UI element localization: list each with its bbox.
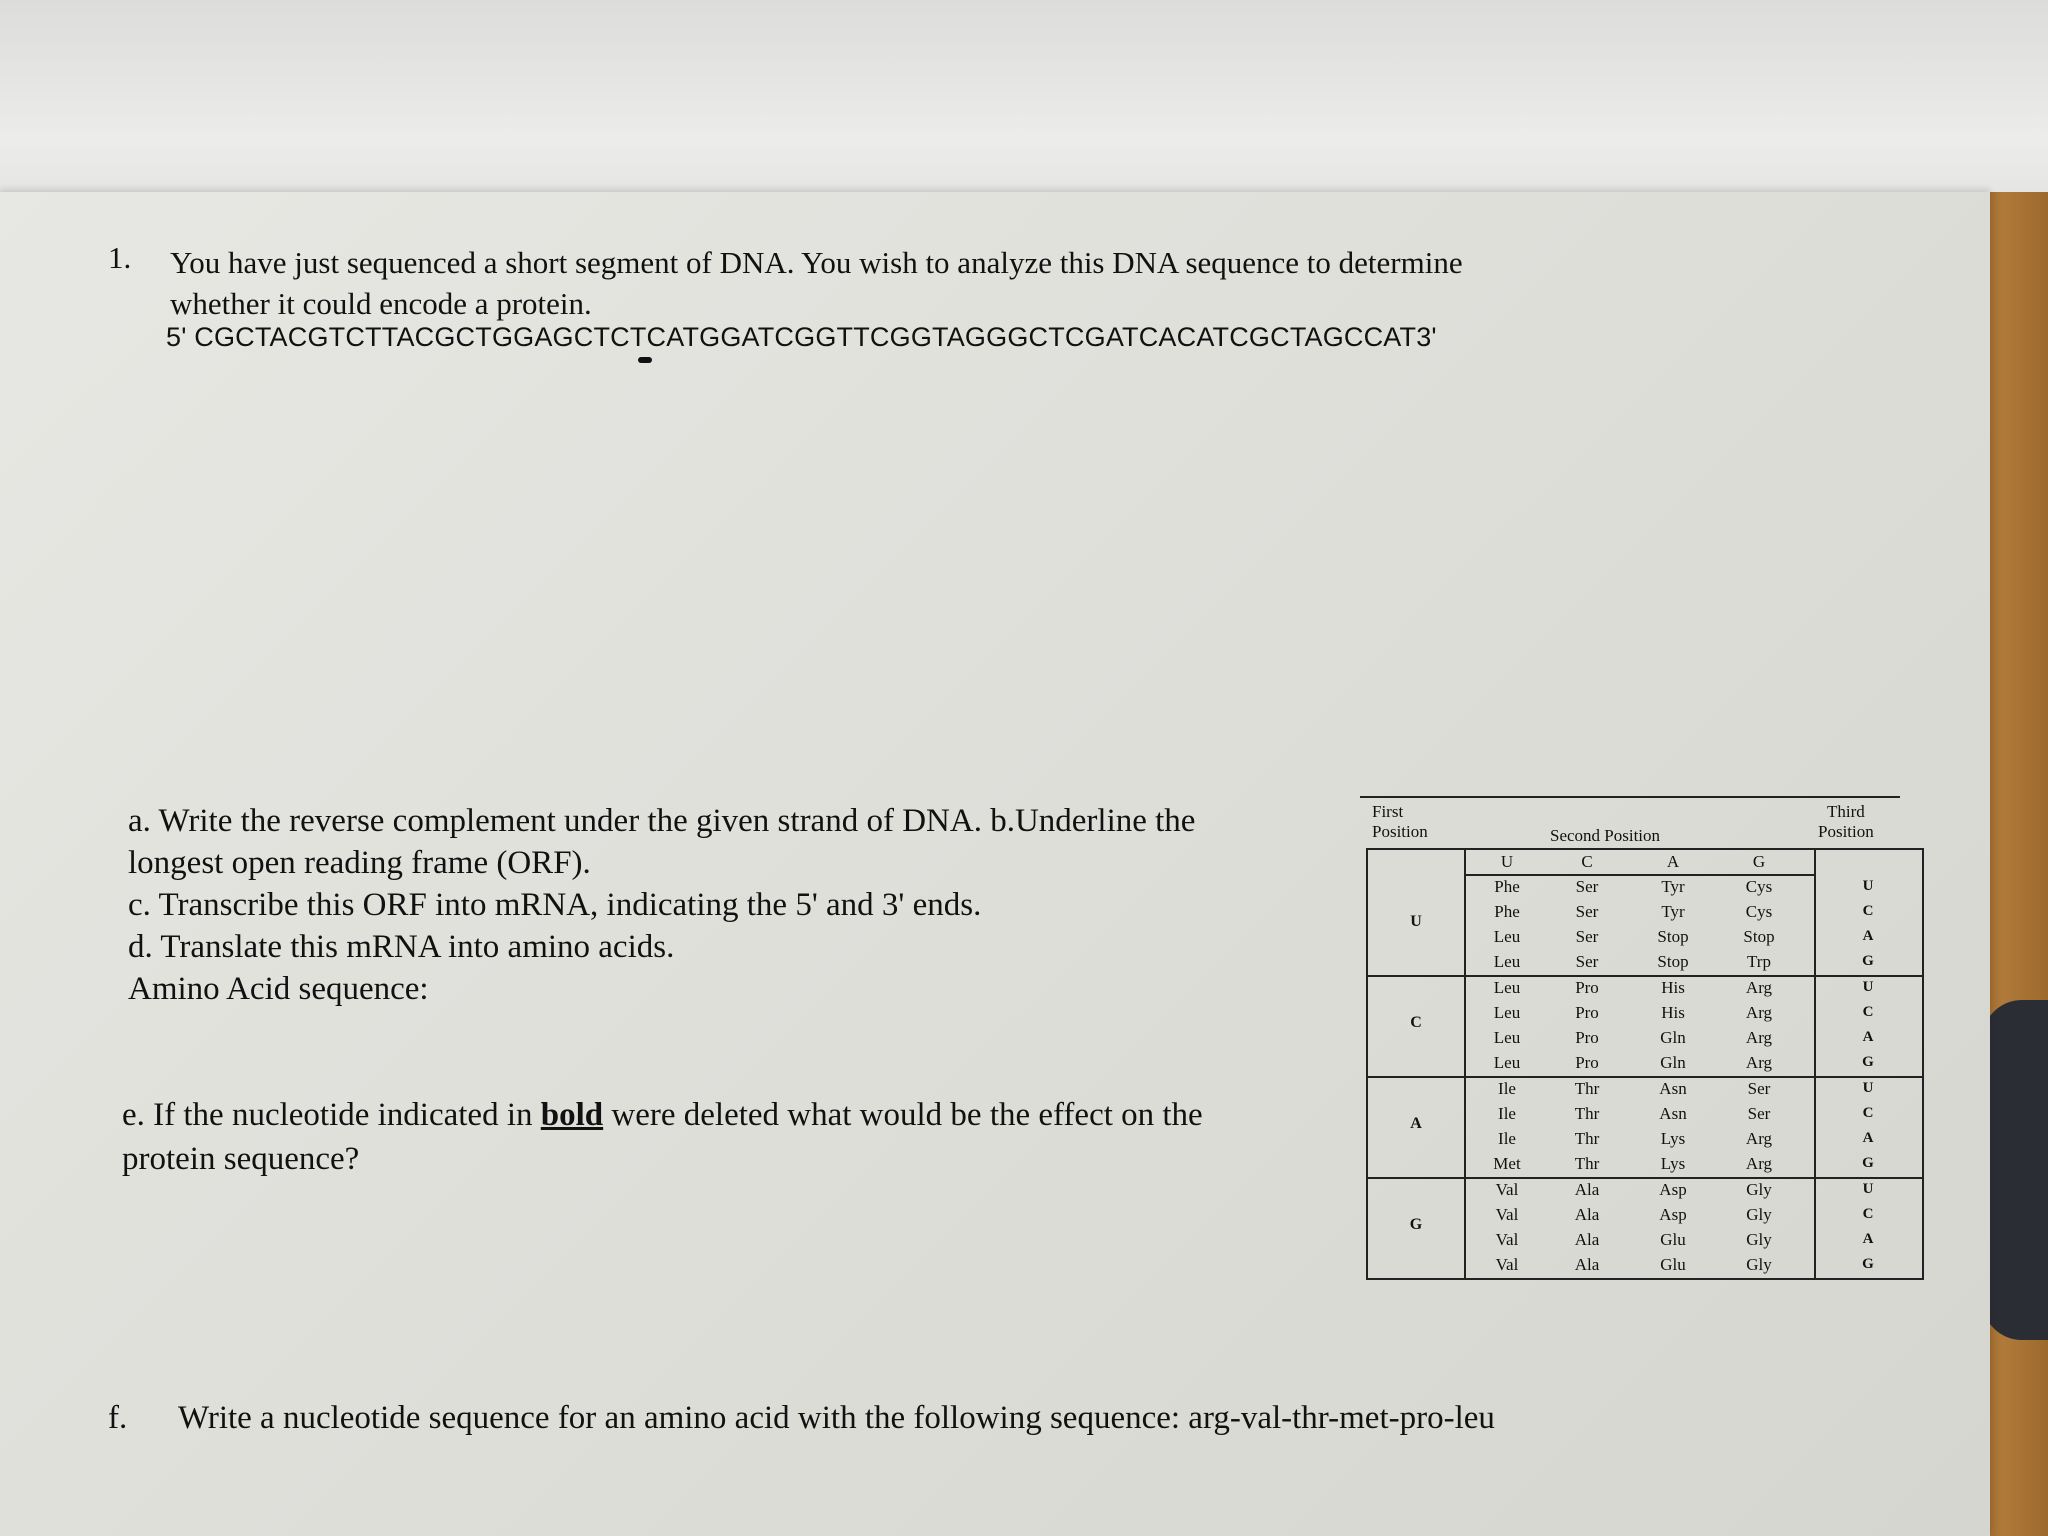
third-position-G: G [1862, 1155, 1874, 1171]
amino-acid-cell: Ala [1574, 1230, 1600, 1249]
amino-acid-cell: Gln [1660, 1028, 1686, 1047]
amino-acid-cell: Phe [1494, 902, 1520, 921]
third-position-C: C [1862, 903, 1874, 919]
second-position-header-C: C [1581, 852, 1593, 871]
codon-block-U [1368, 874, 1922, 975]
dna-sequence-text: 5' CGCTACGTCTTACGCTGGAGCTCTCATGGATCGGTTCGGTAGGGCTCGATCACATCGCTAGCCAT3' [166, 322, 1437, 352]
third-position-G: G [1862, 1256, 1874, 1272]
amino-acid-cell: Gln [1660, 1053, 1686, 1072]
amino-acid-cell: Ile [1498, 1129, 1516, 1148]
part-a-b-line2: longest open reading frame (ORF). [128, 845, 591, 881]
amino-acid-cell: Leu [1493, 927, 1521, 946]
question-intro-line2: whether it could encode a protein. [170, 286, 592, 321]
first-position-G: G [1409, 1215, 1423, 1233]
amino-acid-cell: Arg [1745, 1028, 1773, 1047]
amino-acid-cell: Pro [1575, 1028, 1599, 1047]
third-position-A: A [1862, 1130, 1874, 1146]
amino-acid-cell: Lys [1660, 1154, 1686, 1173]
first-position-label [1372, 802, 1428, 842]
amino-acid-cell: Tyr [1661, 877, 1685, 896]
third-position-G: G [1862, 1054, 1874, 1070]
amino-acid-cell: Leu [1493, 978, 1521, 997]
amino-acid-cell: His [1661, 978, 1685, 997]
amino-acid-cell: Leu [1493, 952, 1521, 971]
codon-table [1360, 796, 1930, 1286]
part-c: c. Transcribe this ORF into mRNA, indicating the 5' and 3' ends. [128, 887, 982, 923]
amino-acid-cell: Val [1495, 1255, 1519, 1274]
third-position-A: A [1862, 1231, 1874, 1247]
second-position-label: Second Position [1550, 826, 1661, 845]
third-position-A: A [1862, 1029, 1874, 1045]
part-a-b-line1: a. Write the reverse complement under the given strand of DNA. b.Underline the [128, 803, 1196, 839]
third-position-U: U [1862, 979, 1874, 995]
amino-acid-cell: Tyr [1661, 902, 1685, 921]
amino-acid-cell: Ser [1575, 927, 1599, 946]
amino-acid-cell: Ser [1747, 1079, 1771, 1098]
question-intro-line1: You have just sequenced a short segment of DNA. You wish to analyze this DNA sequence to determine [170, 245, 1463, 280]
amino-acid-label: Amino Acid sequence: [128, 971, 429, 1007]
amino-acid-cell: Pro [1575, 1053, 1599, 1072]
binder-object [1982, 1000, 2048, 1340]
amino-acid-cell: Glu [1660, 1255, 1686, 1274]
amino-acid-cell: His [1661, 1003, 1685, 1022]
amino-acid-cell: Thr [1574, 1129, 1600, 1148]
amino-acid-cell: Met [1493, 1154, 1521, 1173]
amino-acid-cell: Cys [1745, 877, 1773, 896]
part-e-text-after: were deleted what would be the effect on the [603, 1097, 1203, 1133]
amino-acid-cell: Stop [1657, 927, 1689, 946]
amino-acid-cell: Arg [1745, 1154, 1773, 1173]
second-position-header-A: A [1666, 852, 1680, 871]
amino-acid-cell: Pro [1575, 978, 1599, 997]
third-position-C: C [1862, 1206, 1874, 1222]
codon-table-top-rule [1360, 796, 1900, 798]
amino-acid-cell: Asp [1659, 1180, 1687, 1199]
third-position-U: U [1862, 1181, 1874, 1197]
amino-acid-cell: Ser [1575, 877, 1599, 896]
amino-acid-cell: Ala [1574, 1255, 1600, 1274]
amino-acid-cell: Asn [1659, 1079, 1687, 1098]
amino-acid-cell: Arg [1745, 1129, 1773, 1148]
amino-acid-cell: Trp [1747, 952, 1771, 971]
first-position-label-line2: Position [1372, 822, 1428, 841]
amino-acid-cell: Arg [1745, 978, 1773, 997]
part-e-line2: protein sequence? [122, 1141, 360, 1177]
part-e-line1 [122, 1093, 1362, 1137]
background-sheet [0, 0, 2048, 200]
amino-acid-cell: Asn [1659, 1104, 1687, 1123]
part-f [108, 1400, 1495, 1437]
bold-nucleotide-mark [638, 357, 652, 363]
amino-acid-cell: Glu [1660, 1230, 1686, 1249]
part-f-label: f. [108, 1400, 128, 1436]
amino-acid-cell: Leu [1493, 1053, 1521, 1072]
amino-acid-cell: Ile [1498, 1104, 1516, 1123]
amino-acid-cell: Gly [1746, 1180, 1772, 1199]
amino-acid-cell: Val [1495, 1230, 1519, 1249]
amino-acid-cell: Thr [1574, 1154, 1600, 1173]
first-position-A: A [1410, 1114, 1422, 1132]
part-e-text-before: e. If the nucleotide indicated in [122, 1097, 541, 1133]
amino-acid-cell: Arg [1745, 1003, 1773, 1022]
third-position-U: U [1862, 878, 1874, 894]
third-position-C: C [1862, 1105, 1874, 1121]
third-position-A: A [1862, 928, 1874, 944]
bold-word: bold [540, 1097, 604, 1133]
first-position-C: C [1410, 1013, 1422, 1031]
amino-acid-cell: Pro [1575, 1003, 1599, 1022]
amino-acid-cell: Thr [1574, 1079, 1600, 1098]
amino-acid-cell: Ser [1575, 952, 1599, 971]
third-position-label-line1: Third [1826, 802, 1865, 821]
amino-acid-cell: Gly [1746, 1255, 1772, 1274]
amino-acid-cell: Phe [1494, 877, 1520, 896]
first-position-U: U [1410, 912, 1422, 930]
amino-acid-cell: Leu [1493, 1028, 1521, 1047]
amino-acid-cell: Lys [1660, 1129, 1686, 1148]
codon-block-A [1368, 1076, 1922, 1177]
third-position-label [1818, 802, 1874, 842]
amino-acid-cell: Ile [1498, 1079, 1516, 1098]
dna-sequence [166, 322, 1437, 353]
codon-grid [1366, 848, 1924, 1280]
amino-acid-cell: Stop [1743, 927, 1775, 946]
amino-acid-cell: Ala [1574, 1180, 1600, 1199]
amino-acid-cell: Ser [1747, 1104, 1771, 1123]
second-position-header-U: U [1500, 852, 1514, 871]
amino-acid-cell: Leu [1493, 1003, 1521, 1022]
part-d: d. Translate this mRNA into amino acids. [128, 929, 675, 965]
amino-acid-cell: Thr [1574, 1104, 1600, 1123]
amino-acid-cell: Stop [1657, 952, 1689, 971]
amino-acid-cell: Val [1495, 1180, 1519, 1199]
amino-acid-cell: Asp [1659, 1205, 1687, 1224]
amino-acid-cell: Gly [1746, 1205, 1772, 1224]
second-position-header-G: G [1752, 852, 1766, 871]
amino-acid-cell: Ala [1574, 1205, 1600, 1224]
amino-acid-cell: Arg [1745, 1053, 1773, 1072]
part-f-text: Write a nucleotide sequence for an amino acid with the following sequence: arg-val-thr-met-pro-leu [178, 1400, 1495, 1436]
question-intro [170, 242, 1690, 324]
parts-a-to-d [128, 800, 1195, 1010]
codon-block-G [1368, 1177, 1922, 1278]
amino-acid-cell: Cys [1745, 902, 1773, 921]
third-position-G: G [1862, 953, 1874, 969]
amino-acid-cell: Ser [1575, 902, 1599, 921]
third-position-U: U [1862, 1080, 1874, 1096]
third-position-C: C [1862, 1004, 1874, 1020]
codon-block-C [1368, 975, 1922, 1076]
first-position-label-line1: First [1372, 802, 1404, 821]
question-number: 1. [108, 240, 132, 275]
amino-acid-cell: Val [1495, 1205, 1519, 1224]
part-e [122, 1093, 1362, 1181]
third-position-label-line2: Position [1818, 822, 1874, 841]
amino-acid-cell: Gly [1746, 1230, 1772, 1249]
